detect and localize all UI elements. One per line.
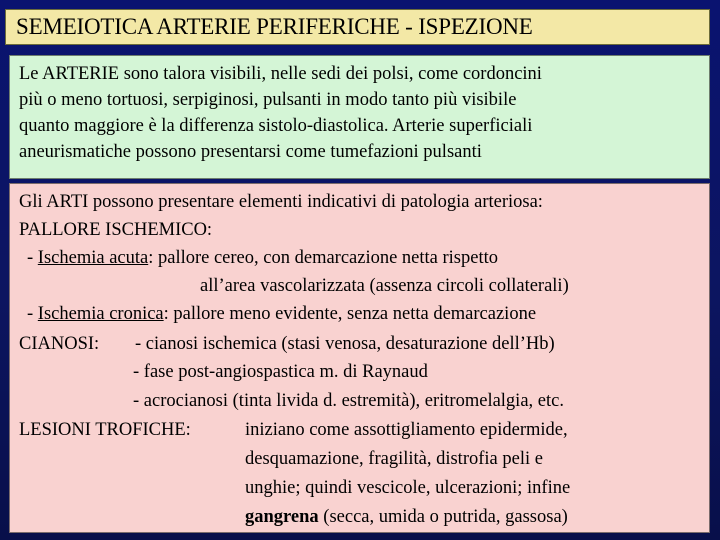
bullet-dash: - (27, 304, 38, 324)
ischemia-acuta-label: Ischemia acuta (37, 248, 149, 268)
intro-line: Le ARTERIE sono talora visibili, nelle sedi dei polsi, come cordoncini (19, 64, 542, 84)
lesioni-item: desquamazione, fragilità, distrofia peli e (245, 449, 543, 469)
intro-line: più o meno tortuosi, serpiginosi, pulsanti in modo tanto più visibile (19, 90, 517, 110)
lesioni-item: unghie; quindi vescicole, ulcerazioni; infine (245, 478, 571, 498)
intro-line: quanto maggiore è la differenza sistolo-diastolica. Arterie superficiali (19, 116, 533, 136)
ischemia-cronica-line (27, 302, 536, 326)
bullet-dash: - (27, 248, 38, 268)
ischemia-cronica-label: Ischemia cronica (37, 304, 164, 324)
intro-box (9, 55, 710, 179)
ischemia-cronica-text: : pallore meno evidente, senza netta demarcazione (163, 304, 537, 324)
cianosi-item: - fase post-angiospastica m. di Raynaud (133, 362, 428, 382)
intro-line: aneurismatiche possono presentarsi come tumefazioni pulsanti (19, 142, 482, 162)
pallore-heading: PALLORE ISCHEMICO: (19, 220, 213, 240)
gangrena-term: gangrena (245, 507, 319, 527)
cianosi-item: - cianosi ischemica (stasi venosa, desaturazione dell’Hb) (135, 334, 555, 354)
cianosi-item: - acrocianosi (tinta livida d. estremità), eritromelalgia, etc. (133, 391, 564, 411)
ischemia-acuta-text: : pallore cereo, con demarcazione netta rispetto (148, 248, 499, 268)
arti-intro-line: Gli ARTI possono presentare elementi indicativi di patologia arteriosa: (19, 192, 543, 212)
lesioni-item: iniziano come assottigliamento epidermide, (245, 420, 568, 440)
page-title: SEMEIOTICA ARTERIE PERIFERICHE - ISPEZIONE (16, 14, 533, 39)
lesioni-item (245, 505, 568, 529)
arti-box (9, 183, 710, 533)
ischemia-acuta-line (27, 246, 498, 270)
lesioni-heading: LESIONI TROFICHE: (19, 420, 191, 440)
cianosi-heading: CIANOSI: (19, 334, 100, 354)
intro-paragraph (19, 61, 707, 165)
title-bar (5, 9, 710, 45)
ischemia-acuta-continuation: all’area vascolarizzata (assenza circoli collaterali) (200, 276, 569, 296)
gangrena-text: (secca, umida o putrida, gassosa) (318, 507, 568, 527)
